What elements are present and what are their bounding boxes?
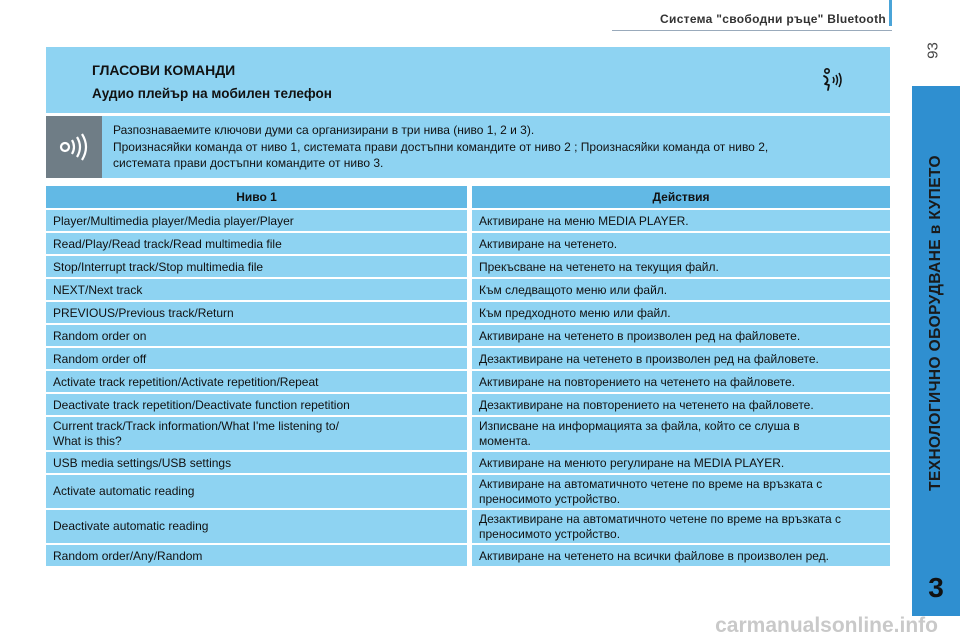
level-line: Current track/Track information/What I'me listening to/	[53, 418, 339, 433]
table-row	[46, 233, 890, 254]
action-cell: Към предходното меню или файл.	[472, 302, 890, 323]
level-cell: Random order off	[46, 348, 472, 369]
level-cell: Read/Play/Read track/Read multimedia file	[46, 233, 472, 254]
info-line: системата прави достъпни командите от ниво 3.	[113, 156, 384, 170]
table-row	[46, 210, 890, 231]
action-cell	[472, 475, 890, 508]
level-cell: NEXT/Next track	[46, 279, 472, 300]
table-row	[46, 256, 890, 277]
table-row	[46, 348, 890, 369]
action-cell: Активиране на менюто регулиране на MEDIA PLAYER.	[472, 452, 890, 473]
action-line: Изписване на информацията за файла, който се слуша в	[479, 418, 800, 433]
level-cell: Stop/Interrupt track/Stop multimedia file	[46, 256, 472, 277]
info-line: Произнасяйки команда от ниво 1, системата прави достъпни командите от ниво 2 ; Произнасяйки команда от ниво 2,	[113, 139, 769, 154]
level-cell: USB media settings/USB settings	[46, 452, 472, 473]
page-number: 93	[924, 42, 942, 59]
level-cell: Activate track repetition/Activate repetition/Repeat	[46, 371, 472, 392]
table-row	[46, 302, 890, 323]
table-row	[46, 325, 890, 346]
action-line: Активиране на автоматичното четене по време на връзката с	[479, 476, 823, 491]
level-cell: Player/Multimedia player/Media player/Player	[46, 210, 472, 231]
section-title-box	[46, 47, 890, 113]
sound-waves-icon	[58, 132, 90, 162]
action-cell: Дезактивиране на четенето в произволен ред на файловете.	[472, 348, 890, 369]
level-cell	[46, 417, 472, 450]
table-row	[46, 417, 890, 450]
table-row	[46, 510, 890, 543]
level-cell: Deactivate track repetition/Deactivate function repetition	[46, 394, 472, 415]
action-cell: Прекъсване на четенето на текущия файл.	[472, 256, 890, 277]
header-accent-bar	[889, 0, 892, 26]
table-row	[46, 545, 890, 566]
action-cell: Активиране на четенето в произволен ред на файловете.	[472, 325, 890, 346]
level-cell: Activate automatic reading	[46, 475, 472, 508]
action-cell: Активиране на четенето на всички файлове в произволен ред.	[472, 545, 890, 566]
column-header-actions: Действия	[472, 186, 890, 208]
level-line: What is this?	[53, 433, 122, 448]
level-cell: Deactivate automatic reading	[46, 510, 472, 543]
voice-commands-table	[46, 184, 890, 568]
header-divider	[612, 30, 892, 31]
voice-command-icon	[818, 66, 848, 94]
table-row	[46, 279, 890, 300]
info-line: Разпознаваемите ключови думи са организирани в три нива (ниво 1, 2 и 3).	[113, 123, 535, 137]
watermark-text: carmanualsonline.info	[715, 614, 938, 637]
action-cell	[472, 510, 890, 543]
table-row	[46, 452, 890, 473]
table-row	[46, 371, 890, 392]
page-header-title: Система "свободни ръце" Bluetooth	[660, 12, 886, 26]
chapter-number: 3	[912, 560, 960, 616]
action-cell: Активиране на четенето.	[472, 233, 890, 254]
action-cell: Дезактивиране на повторението на четенето на файловете.	[472, 394, 890, 415]
table-row	[46, 394, 890, 415]
action-line: преносимото устройство.	[479, 526, 621, 541]
level-cell: Random order on	[46, 325, 472, 346]
action-line: преносимото устройство.	[479, 491, 621, 506]
action-cell: Към следващото меню или файл.	[472, 279, 890, 300]
table-row	[46, 475, 890, 508]
action-line: Дезактивиране на автоматичното четене по време на връзката с	[479, 511, 841, 526]
chapter-sidebar-text	[912, 86, 960, 560]
section-title: ГЛАСОВИ КОМАНДИ	[92, 62, 236, 78]
action-cell: Активиране на повторението на четенето на файловете.	[472, 371, 890, 392]
action-cell	[472, 417, 890, 450]
info-icon-box	[46, 116, 102, 178]
action-line: момента.	[479, 433, 531, 448]
section-subtitle: Аудио плейър на мобилен телефон	[92, 86, 332, 101]
column-header-level: Ниво 1	[46, 186, 472, 208]
table-header-row	[46, 186, 890, 208]
level-cell: Random order/Any/Random	[46, 545, 472, 566]
chapter-title: ТЕХНОЛОГИЧНО ОБОРУДВАНЕ в КУПЕТО	[927, 155, 945, 491]
action-cell: Активиране на меню MEDIA PLAYER.	[472, 210, 890, 231]
level-cell: PREVIOUS/Previous track/Return	[46, 302, 472, 323]
info-text	[113, 122, 883, 172]
